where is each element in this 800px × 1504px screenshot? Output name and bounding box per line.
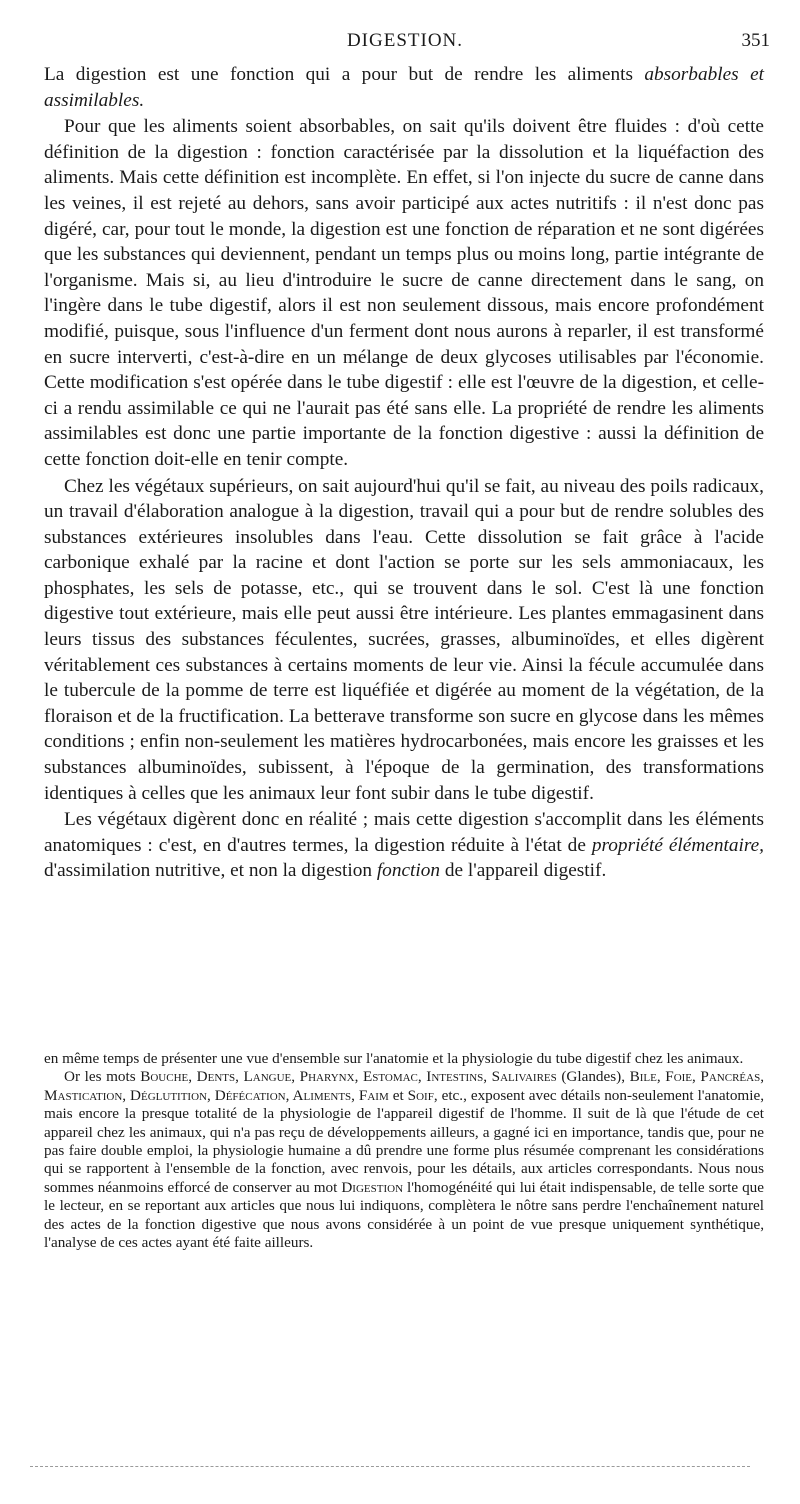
paragraph-1 (44, 62, 764, 113)
footnote-text-c: et (388, 1086, 408, 1104)
paragraph-1-emphasis: absorbables et assimilables. (44, 64, 764, 111)
footnote-text-a: Or les mots (64, 1068, 141, 1086)
footnote-text-e: l'homogénéité qui lui était indispensable, de telle sorte que le lecteur, en se reportant aux articles que nous lui indiquons, complètera le nôtre sans perdre l'enchaînement naturel des actes de la fonction digestive que nous avons considérée à un point de vue presque uniquement synthétique, l'analyse de ces actes ayant été faite ailleurs. (44, 1178, 765, 1252)
running-title: DIGESTION. (346, 30, 464, 51)
footnotes (44, 1050, 764, 1252)
footnote-smallcaps-3: Soif (407, 1086, 434, 1104)
paragraph-3: Chez les végétaux supérieurs, on sait aujourd'hui qu'il se fait, au niveau des poils radicaux, un travail d'élaboration analogue à la digestion, travail qui a pour but de rendre solubles des substances extérieures insolubles dans l'eau. Cette dissolution se fait grâce à l'acide carbonique exhalé par la racine et dont l'action se porte sur les sels ammoniacaux, les phosphates, les sels de potasse, etc., qui se trouvent dans le sol. C'est là une fonction digestive tout extérieure, mais elle peut aussi être intérieure. Les plantes emmagasinent dans leurs tissus des substances féculentes, sucrées, grasses, albuminoïdes, et elles digèrent véritablement ces substances à certains moments de leur vie. Ainsi la fécule accumulée dans le tubercule de la pomme de terre est liquéfiée et digérée au moment de la végétation, de la floraison et de la fructification. La betterave transforme son sucre en glycose dans les mêmes conditions ; enfin non-seulement les matières hydrocarbonées, mais encore les graisses et les substances albuminoïdes, subissent, à l'époque de la germination, des transformations identiques à celles que les animaux leur font subir dans le tube digestif. (44, 475, 764, 804)
footnote-text-b: (Glandes), (556, 1068, 630, 1086)
footnote-smallcaps-2: Bile, Foie, Pancréas, Mastication, Déglutition, Défécation, Aliments, Faim (44, 1068, 765, 1104)
page-header (40, 30, 770, 58)
paragraph-2: Pour que les aliments soient absorbables, on sait qu'ils doivent être fluides : d'où cette définition de la digestion : fonction caractérisée par la dissolution et la liquéfaction des aliments. Mais cette définition est incomplète. En effet, si l'on injecte du sucre de canne dans les veines, il est rejeté au dehors, sans avoir participé aux actes nutritifs : il n'est donc pas digéré, car, pour tout le monde, la digestion est une fonction de réparation et ne sont digérées que les substances qui deviennent, pendant un temps plus ou moins long, partie intégrante de l'organisme. Mais si, au lieu d'introduire le sucre de canne directement dans le sang, on l'ingère dans le tube digestif, alors il est non seulement dissous, mais encore profondément modifié, puisque, sous l'influence d'un ferment dont nous aurons à reparler, il est transformé en sucre interverti, c'est-à-dire en un mélange de deux glycoses utilisables par l'économie. Cette modification s'est opérée dans le tube digestif : elle est l'œuvre de la digestion, et celle-ci a rendu assimilable ce qui ne l'aurait pas été sans elle. La propriété de rendre les aliments assimilables est donc une partie importante de la fonction digestive : aussi la définition de cette fonction doit-elle en tenir compte. (44, 116, 764, 470)
paragraph-4-emphasis-2: fonction (376, 860, 441, 882)
paragraph-4 (44, 807, 764, 884)
paragraph-4-emphasis-1: propriété élémentaire, (591, 834, 764, 856)
bottom-print-rule (30, 1466, 750, 1467)
page-number: 351 (741, 30, 770, 51)
paragraph-4-text-b: d'assimilation nutritive, et non la digestion (44, 860, 377, 882)
footnote-text-d: , etc., exposent avec détails non-seulement l'anatomie, mais encore la presque totalité de la physiologie de l'appareil digestif de l'homme. Il suit de là que l'étude de cet appareil chez les animaux, qui n'a pas reçu de développements ailleurs, a gagné ici en importance, tandis que, pour ne pas faire double emploi, la physiologie humaine a dû prendre une forme plus résumée comprenant les considérations qui se rapportent à l'ensemble de la fonction, avec renvois, pour les détails, aux articles correspondants. Nous nous sommes néanmoins efforcé de conserver au mot (44, 1086, 764, 1196)
main-text (44, 62, 764, 884)
footnote-smallcaps-1: Bouche, Dents, Langue, Pharynx, Estomac, Intestins, Salivaires (140, 1068, 557, 1086)
footnote-paragraph (44, 1068, 764, 1252)
footnote-smallcaps-4: Digestion (341, 1178, 404, 1196)
paragraph-4-text-a: Les végétaux digèrent donc en réalité ; mais cette digestion s'accomplit dans les éléments anatomiques : c'est, en d'autres termes, la digestion réduite à l'état de (44, 809, 764, 856)
paragraph-4-text-c: de l'appareil digestif. (440, 860, 607, 882)
paragraph-1-text: La digestion est une fonction qui a pour but de rendre les aliments (44, 64, 645, 85)
footnote-continuation: en même temps de présenter une vue d'ensemble sur l'anatomie et la physiologie du tube digestif chez les animaux. (44, 1050, 744, 1067)
